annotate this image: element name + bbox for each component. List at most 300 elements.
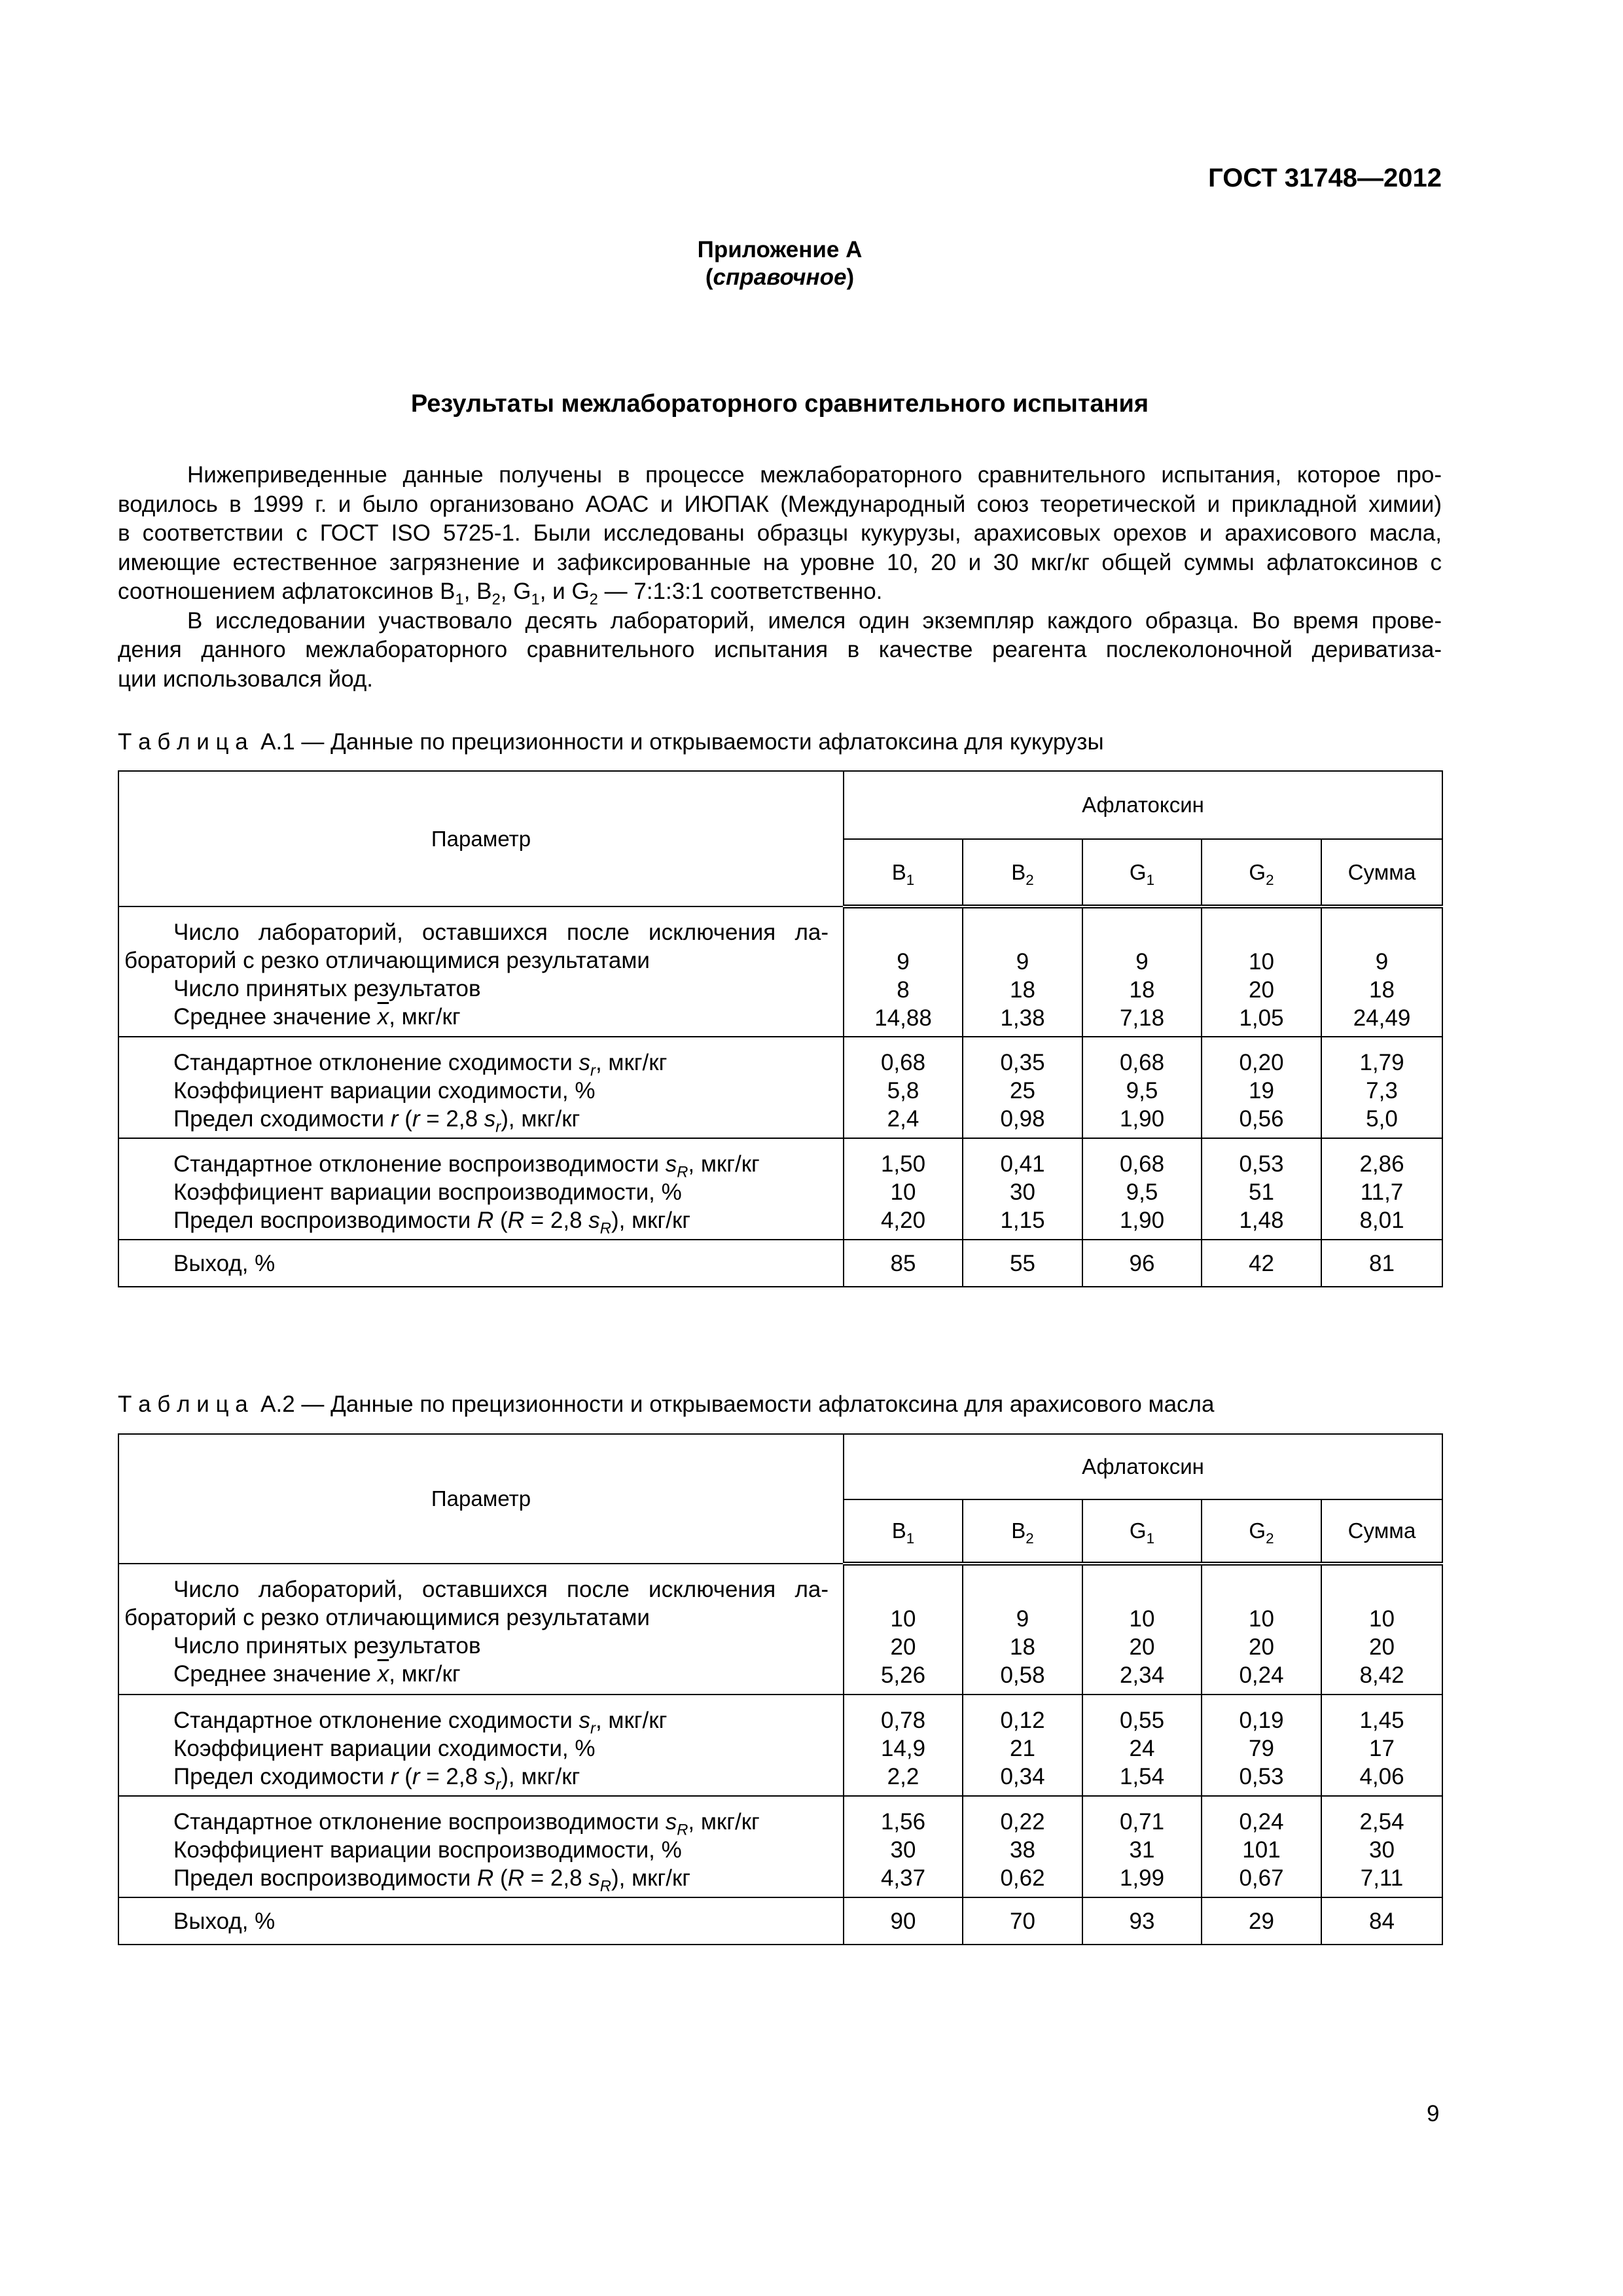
parameter-line <box>124 975 829 1003</box>
value-cell <box>1082 1796 1202 1897</box>
value: 14,88 <box>874 1005 932 1031</box>
text-run: Число лабораторий, оставшихся после исключения ла- <box>173 1577 829 1602</box>
column-header <box>1321 839 1442 906</box>
table-row <box>118 1240 1442 1287</box>
parameter-line <box>124 946 829 975</box>
value: 10 <box>1249 949 1274 975</box>
text-run: водилось в 1999 г. и было организовано АОАС и ИЮПАК (Международный союз теоретической и прикладной химии) <box>118 491 1442 517</box>
parameter-line <box>124 1632 829 1660</box>
value-cell <box>844 1138 963 1240</box>
text-run: ), мкг/кг <box>611 1865 691 1891</box>
value-cell <box>963 1695 1082 1796</box>
text-run: , B <box>463 579 492 604</box>
text-run: B <box>1011 859 1026 884</box>
math-variable: $\overline{x}$ <box>377 1004 389 1030</box>
parameter-line <box>124 1049 829 1080</box>
text-run: Число принятых результатов <box>173 976 481 1001</box>
text-run: , мкг/кг <box>688 1809 760 1835</box>
paragraph-line <box>118 577 1442 607</box>
parameter-cell <box>118 906 844 1037</box>
value-cell <box>963 1897 1082 1945</box>
value: 1,54 <box>1119 1764 1165 1789</box>
value: 85 <box>890 1251 916 1276</box>
value: 1,79 <box>1359 1050 1404 1075</box>
table-caption <box>118 1390 1214 1419</box>
value: 1,45 <box>1359 1708 1404 1733</box>
value: 20 <box>1369 1634 1395 1660</box>
value: 4,20 <box>880 1208 926 1233</box>
value: 8 <box>897 977 910 1003</box>
value-cell <box>1321 1695 1442 1796</box>
math-variable: справочное <box>713 264 847 290</box>
value: 0,98 <box>1000 1106 1045 1132</box>
value: 0,67 <box>1239 1865 1284 1891</box>
value: 0,68 <box>1119 1151 1165 1177</box>
table-caption-label: Т а б л и ц а А.1 <box>118 729 295 755</box>
paragraph-line <box>118 548 1442 578</box>
value-cell <box>1321 1240 1442 1287</box>
value: 0,68 <box>1119 1050 1165 1075</box>
text-run: ), мкг/кг <box>501 1106 580 1132</box>
value: 9 <box>1016 1606 1029 1632</box>
text-run: , мкг/кг <box>389 1661 461 1687</box>
text-run: Среднее значение <box>173 1661 378 1687</box>
math-variable: s <box>484 1106 496 1132</box>
value: 0,41 <box>1000 1151 1045 1177</box>
aflatoxin-table <box>118 1433 1443 1945</box>
parameter-cell <box>118 1240 844 1287</box>
value: 30 <box>1369 1837 1395 1863</box>
table-caption-label: Т а б л и ц а А.2 <box>118 1391 295 1417</box>
value: 10 <box>1129 1606 1155 1632</box>
subscript: R <box>599 1219 611 1238</box>
math-variable: r <box>412 1764 420 1789</box>
value: 0,22 <box>1000 1809 1045 1835</box>
math-variable: R <box>477 1865 494 1891</box>
parameter-line <box>124 1706 829 1738</box>
value: 1,56 <box>880 1809 926 1835</box>
value: 9,5 <box>1126 1179 1158 1205</box>
text-run: ции использовался йод. <box>118 666 374 692</box>
subscript: 2 <box>1026 1530 1034 1547</box>
value-cell <box>1082 906 1202 1037</box>
text-run: G <box>1249 1518 1266 1543</box>
subscript: 1 <box>1146 1530 1155 1547</box>
subscript: 1 <box>455 590 464 609</box>
parameter-line <box>124 1907 829 1935</box>
value-cell <box>1202 906 1321 1037</box>
value: 2,2 <box>887 1764 919 1789</box>
value-cell <box>1082 1240 1202 1287</box>
value: 0,58 <box>1000 1662 1045 1688</box>
column-header <box>1202 1499 1321 1564</box>
text-run: , мкг/кг <box>389 1004 461 1030</box>
parameter-line <box>124 1660 829 1688</box>
value: 14,9 <box>880 1736 926 1761</box>
value-cell <box>844 1564 963 1695</box>
text-run: Коэффициент вариации воспроизводимости, % <box>173 1179 682 1205</box>
value-cell <box>1202 1897 1321 1945</box>
text-run: Предел сходимости <box>173 1764 391 1789</box>
parameter-line <box>124 1077 829 1105</box>
value: 9 <box>897 949 910 975</box>
parameter-line <box>124 1105 829 1136</box>
subscript: 1 <box>906 871 915 888</box>
value: 20 <box>1129 1634 1155 1660</box>
parameter-line <box>124 1604 829 1632</box>
subscript: 1 <box>906 1530 915 1547</box>
value-cell <box>963 1796 1082 1897</box>
value: 30 <box>890 1837 916 1863</box>
value: 1,50 <box>880 1151 926 1177</box>
value: 21 <box>1010 1736 1035 1761</box>
text-run: Коэффициент вариации воспроизводимости, % <box>173 1837 682 1863</box>
value-cell <box>1202 1564 1321 1695</box>
table-row <box>118 1564 1442 1695</box>
math-variable: r <box>390 1764 399 1789</box>
text-run: Сумма <box>1347 1518 1416 1543</box>
text-run: Выход, % <box>173 1909 276 1934</box>
value-cell <box>1082 1138 1202 1240</box>
parameter-line <box>124 1150 829 1181</box>
value-cell <box>1082 1564 1202 1695</box>
table-row <box>118 906 1442 1037</box>
value: 10 <box>1249 1606 1274 1632</box>
value-cell <box>963 1037 1082 1138</box>
column-header <box>963 839 1082 906</box>
value: 0,55 <box>1119 1708 1165 1733</box>
value <box>844 1577 962 1605</box>
value-cell <box>1321 1564 1442 1695</box>
value-cell <box>963 906 1082 1037</box>
value: 5,26 <box>880 1662 926 1688</box>
value <box>1202 920 1321 948</box>
value: 31 <box>1129 1837 1155 1863</box>
value: 5,8 <box>887 1078 919 1103</box>
parameter-header: Параметр <box>118 771 844 906</box>
value: 4,37 <box>880 1865 926 1891</box>
parameter-cell <box>118 1695 844 1796</box>
column-header <box>1202 839 1321 906</box>
value: 4,06 <box>1359 1764 1404 1789</box>
aflatoxin-group-header: Афлатоксин <box>844 1434 1442 1499</box>
parameter-line <box>124 1575 829 1604</box>
value: 93 <box>1129 1909 1155 1934</box>
value <box>844 920 962 948</box>
value: 0,62 <box>1000 1865 1045 1891</box>
value <box>1322 1577 1442 1605</box>
subscript: r <box>590 1062 596 1080</box>
value: 1,48 <box>1239 1208 1284 1233</box>
text-run: ( <box>493 1865 508 1891</box>
table-row <box>118 1897 1442 1945</box>
math-variable: r <box>390 1106 399 1132</box>
value-cell <box>844 1037 963 1138</box>
value-cell <box>1321 1138 1442 1240</box>
annex-kind <box>118 264 1442 291</box>
text-run: G <box>1129 1518 1147 1543</box>
text-run: Число лабораторий, оставшихся после исключения ла- <box>173 920 829 945</box>
value: 0,20 <box>1239 1050 1284 1075</box>
column-header <box>963 1499 1082 1564</box>
value-cell <box>1202 1240 1321 1287</box>
value: 0,12 <box>1000 1708 1045 1733</box>
parameter-header: Параметр <box>118 1434 844 1564</box>
value: 1,38 <box>1000 1005 1045 1031</box>
value: 19 <box>1249 1078 1274 1103</box>
text-run: Коэффициент вариации сходимости, % <box>173 1078 596 1103</box>
aflatoxin-table <box>118 770 1443 1287</box>
value-cell <box>844 1796 963 1897</box>
annex-title: Приложение А <box>697 237 863 262</box>
text-run: B <box>891 859 906 884</box>
value: 8,01 <box>1359 1208 1404 1233</box>
value: 1,05 <box>1239 1005 1284 1031</box>
value <box>963 920 1082 948</box>
math-variable: s <box>579 1050 590 1075</box>
value: 7,18 <box>1119 1005 1165 1031</box>
value: 18 <box>1129 977 1155 1003</box>
text-run: ( <box>398 1764 412 1789</box>
math-variable: R <box>477 1208 494 1233</box>
parameter-line <box>124 1734 829 1763</box>
table-caption <box>118 728 1104 757</box>
table-row <box>118 1037 1442 1138</box>
text-run: G <box>1249 859 1266 884</box>
parameter-line <box>124 1249 829 1278</box>
value: 24,49 <box>1353 1005 1411 1031</box>
column-header <box>1321 1499 1442 1564</box>
text-run: ( <box>398 1106 412 1132</box>
value: 20 <box>1249 977 1274 1003</box>
subscript: 2 <box>1026 871 1034 888</box>
paragraph-line <box>118 636 1442 665</box>
table-row <box>118 1695 1442 1796</box>
table-caption-text: — Данные по прецизионности и открываемости афлатоксина для кукурузы <box>294 729 1104 755</box>
value-cell <box>1202 1695 1321 1796</box>
value: 51 <box>1249 1179 1274 1205</box>
text-run: ), мкг/кг <box>611 1208 691 1233</box>
value: 79 <box>1249 1736 1274 1761</box>
text-run: Число принятых результатов <box>173 1633 481 1659</box>
math-variable: s <box>484 1764 496 1789</box>
value: 10 <box>890 1179 916 1205</box>
parameter-line <box>124 1808 829 1839</box>
text-run: Сумма <box>1347 859 1416 884</box>
value: 18 <box>1010 977 1035 1003</box>
text-run: Предел воспроизводимости <box>173 1208 478 1233</box>
value: 9 <box>1375 949 1389 975</box>
value-cell <box>1202 1796 1321 1897</box>
math-variable: s <box>665 1151 677 1177</box>
math-variable: r <box>412 1106 420 1132</box>
subscript: R <box>677 1821 688 1839</box>
table-row <box>118 1138 1442 1240</box>
value: 29 <box>1249 1909 1274 1934</box>
page-number: 9 <box>1427 2101 1440 2126</box>
value: 38 <box>1010 1837 1035 1863</box>
paragraph-line <box>118 461 1442 490</box>
value: 25 <box>1010 1078 1035 1103</box>
document-code: ГОСТ 31748—2012 <box>1208 164 1442 192</box>
value-cell <box>1082 1897 1202 1945</box>
value: 1,90 <box>1119 1106 1165 1132</box>
parameter-line <box>124 1763 829 1794</box>
text-run: G <box>1129 859 1147 884</box>
value: 7,11 <box>1360 1865 1404 1891</box>
value: 101 <box>1242 1837 1281 1863</box>
parameter-line <box>124 1864 829 1895</box>
parameter-line <box>124 1836 829 1864</box>
subscript: r <box>495 1776 501 1794</box>
parameter-line <box>124 918 829 946</box>
text-run: , мкг/кг <box>688 1151 760 1177</box>
section-title: Результаты межлабораторного сравнительного испытания <box>410 390 1149 418</box>
value: 0,56 <box>1239 1106 1284 1132</box>
text-run: — 7:1:3:1 соответственно. <box>597 579 883 604</box>
value: 55 <box>1010 1251 1035 1276</box>
text-run: B <box>1011 1518 1026 1543</box>
text-run: Нижеприведенные данные получены в процессе межлабораторного сравнительного испытания, которое про- <box>187 462 1442 488</box>
table-caption-text: — Данные по прецизионности и открываемости афлатоксина для арахисового масла <box>294 1391 1215 1417</box>
column-header <box>844 1499 963 1564</box>
value: 81 <box>1369 1251 1395 1276</box>
text-run: ), мкг/кг <box>501 1764 580 1789</box>
text-run: соотношением афлатоксинов B <box>118 579 455 604</box>
value: 11,7 <box>1360 1179 1404 1205</box>
parameter-line <box>124 1003 829 1031</box>
value-cell <box>1082 1037 1202 1138</box>
value <box>1083 1577 1201 1605</box>
value: 10 <box>890 1606 916 1632</box>
value: 20 <box>1249 1634 1274 1660</box>
text-run: = 2,8 <box>524 1865 589 1891</box>
column-header <box>1082 1499 1202 1564</box>
paragraph-line <box>118 607 1442 636</box>
value: 1,15 <box>1000 1208 1045 1233</box>
value-cell <box>1202 1138 1321 1240</box>
header-row <box>118 771 1442 839</box>
value: 2,4 <box>887 1106 919 1132</box>
text-run: имеющие естественное загрязнение и зафиксированные на уровне 10, 20 и 30 мкг/кг общей суммы афлатоксинов с <box>118 549 1442 575</box>
paragraph-line <box>118 490 1442 520</box>
value: 9,5 <box>1126 1078 1158 1103</box>
text-run: , G <box>500 579 531 604</box>
subscript: R <box>677 1163 688 1181</box>
value: 24 <box>1129 1736 1155 1761</box>
math-variable: s <box>579 1708 590 1733</box>
value: 0,78 <box>880 1708 926 1733</box>
math-variable: s <box>665 1809 677 1835</box>
text-run: = 2,8 <box>419 1106 484 1132</box>
text-run: Среднее значение <box>173 1004 378 1030</box>
math-variable: R <box>507 1865 524 1891</box>
value: 7,3 <box>1366 1078 1398 1103</box>
value-cell <box>1321 1796 1442 1897</box>
text-run: , и G <box>539 579 590 604</box>
value-cell <box>963 1240 1082 1287</box>
text-run: Коэффициент вариации сходимости, % <box>173 1736 596 1761</box>
value-cell <box>1321 906 1442 1037</box>
value: 1,90 <box>1119 1208 1165 1233</box>
value: 0,35 <box>1000 1050 1045 1075</box>
value: 96 <box>1129 1251 1155 1276</box>
value-cell <box>1202 1037 1321 1138</box>
value-cell <box>1082 1695 1202 1796</box>
value: 10 <box>1369 1606 1395 1632</box>
subscript: 1 <box>531 590 540 609</box>
value: 0,24 <box>1239 1809 1284 1835</box>
paragraph-line <box>118 519 1442 548</box>
value-cell <box>844 1240 963 1287</box>
text-run: = 2,8 <box>524 1208 589 1233</box>
text-run: Стандартное отклонение воспроизводимости <box>173 1809 666 1835</box>
value-cell <box>1321 1037 1442 1138</box>
text-run: Стандартное отклонение воспроизводимости <box>173 1151 666 1177</box>
text-run: , мкг/кг <box>595 1050 668 1075</box>
value: 90 <box>890 1909 916 1934</box>
table-row <box>118 1796 1442 1897</box>
value-cell <box>1321 1897 1442 1945</box>
value: 0,53 <box>1239 1764 1284 1789</box>
value: 8,42 <box>1359 1662 1404 1688</box>
text-run: бораторий с резко отличающимися результатами <box>124 948 650 973</box>
value: 30 <box>1010 1179 1035 1205</box>
value: 18 <box>1010 1634 1035 1660</box>
text-run: Стандартное отклонение сходимости <box>173 1708 579 1733</box>
parameter-cell <box>118 1138 844 1240</box>
value: 0,71 <box>1119 1809 1165 1835</box>
text-run: ( <box>493 1208 508 1233</box>
paragraph-line <box>118 665 1442 694</box>
value: 5,0 <box>1366 1106 1398 1132</box>
text-run: Предел сходимости <box>173 1106 391 1132</box>
value-cell <box>963 1138 1082 1240</box>
value-cell <box>844 1695 963 1796</box>
value: 2,34 <box>1119 1662 1165 1688</box>
subscript: r <box>495 1118 501 1136</box>
math-variable: R <box>507 1208 524 1233</box>
intro-paragraphs <box>118 461 1442 694</box>
value: 70 <box>1010 1909 1035 1934</box>
value: 9 <box>1135 949 1149 975</box>
math-variable: s <box>588 1208 600 1233</box>
value: 17 <box>1369 1736 1395 1761</box>
parameter-cell <box>118 1037 844 1138</box>
value-cell <box>963 1564 1082 1695</box>
value: 0,53 <box>1239 1151 1284 1177</box>
text-run: в соответствии с ГОСТ ISO 5725-1. Были исследованы образцы кукурузы, арахисовых орехов и арахисового масла, <box>118 520 1442 546</box>
text-run: В исследовании участвовало десять лабораторий, имелся один экземпляр каждого образца. Во время прове- <box>187 607 1442 634</box>
value: 2,54 <box>1359 1809 1404 1835</box>
parameter-cell <box>118 1796 844 1897</box>
subscript: 2 <box>589 590 598 609</box>
text-run: B <box>891 1518 906 1543</box>
text-run: , мкг/кг <box>595 1708 668 1733</box>
value: 0,24 <box>1239 1662 1284 1688</box>
value: 0,19 <box>1239 1708 1284 1733</box>
parameter-line <box>124 1178 829 1206</box>
text-run: бораторий с резко отличающимися результатами <box>124 1605 650 1630</box>
parameter-line <box>124 1206 829 1238</box>
text-run: ) <box>846 264 855 290</box>
text-run: ( <box>705 264 713 290</box>
value: 84 <box>1369 1909 1395 1934</box>
value <box>1083 920 1201 948</box>
value: 18 <box>1369 977 1395 1003</box>
header-row <box>118 1434 1442 1499</box>
text-run: дения данного межлабораторного сравнительного испытания в качестве реагента послеколоночной дериватиза- <box>118 637 1442 662</box>
